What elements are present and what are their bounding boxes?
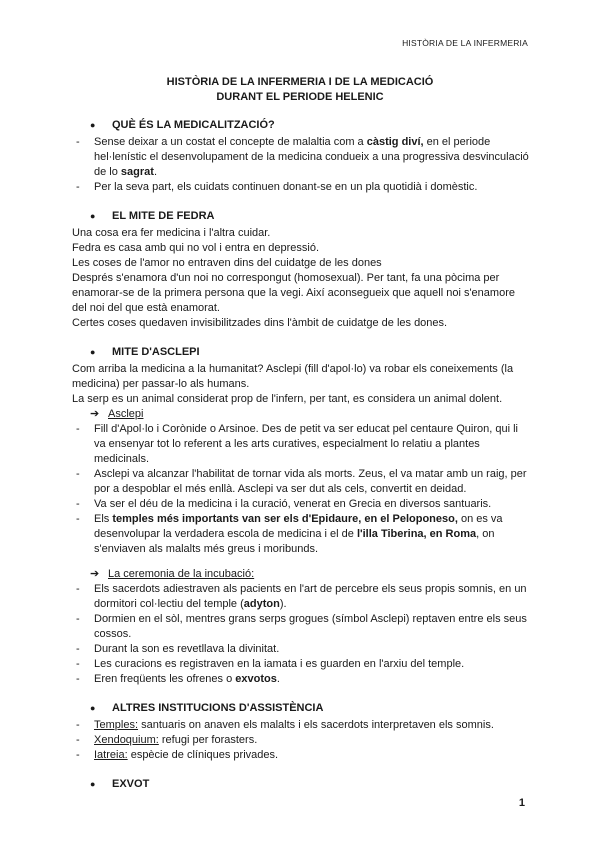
paragraph: La serp es un animal considerat prop de l'infern, per tant, es considera un animal dolent.: [72, 393, 503, 405]
list-item: - Dormien en el sòl, mentres grans serps grogues (símbol Asclepi) reptaven entre els seus cossos.: [72, 612, 532, 642]
section-heading: ● QUÈ ÉS LA MEDICALITZACIÓ?: [72, 118, 532, 133]
section-heading: ● MITE D'ASCLEPI: [72, 345, 532, 360]
list-item: - Durant la son es revetllava la divinitat.: [72, 642, 532, 657]
list-item: - Fill d'Apol·lo i Corònide o Arsinoe. Des de petit va ser educat pel centaure Quiron, qui li va ensenyar tot lo referent a les arts curatives, especialment lo relatiu a plantes medicinals.: [72, 422, 532, 467]
document-title: [0, 75, 600, 105]
section-heading: ● ALTRES INSTITUCIONS D'ASSISTÈNCIA: [72, 701, 532, 716]
dash-icon: -: [76, 468, 80, 480]
list-item: - Iatreia: espècie de clíniques privades.: [72, 748, 532, 763]
dash-icon: -: [76, 513, 80, 525]
list-item: - Els sacerdots adiestraven als pacients en l'art de percebre els seus propis somnis, en un dormitori col·lectiu del temple (adyton).: [72, 582, 532, 612]
bullet-icon: ●: [90, 211, 96, 221]
subheading: ➔ La ceremonia de la incubació:: [72, 567, 532, 582]
title-line-2: DURANT EL PERIODE HELENIC: [216, 91, 384, 103]
dash-icon: -: [76, 643, 80, 655]
list-item: - Va ser el déu de la medicina i la curació, venerat en Grecia en diversos santuaris.: [72, 497, 532, 512]
paragraph: Una cosa era fer medicina i l'altra cuidar.: [72, 227, 271, 239]
dash-icon: -: [76, 498, 80, 510]
paragraph: Certes coses quedaven invisibilitzades dins l'àmbit de cuidatge de les dones.: [72, 317, 448, 329]
dash-icon: -: [76, 181, 80, 193]
running-header: HISTÒRIA DE LA INFERMERIA: [402, 38, 528, 48]
paragraph: Fedra es casa amb qui no vol i entra en depressió.: [72, 242, 320, 254]
list-item: - Sense deixar a un costat el concepte de malaltia com a càstig diví, en el periode hel·lenístic el desenvolupament de la medicina condueix a una progressiva desvinculació de lo sagrat.: [72, 135, 532, 180]
document-body: [72, 118, 532, 794]
section-heading: ● EXVOT: [72, 777, 532, 792]
section-heading: ● EL MITE DE FEDRA: [72, 209, 532, 224]
list-item: - Els temples més importants van ser els d'Epidaure, en el Peloponeso, on es va desenvolupar la verdadera escola de medicina i el de l'illa Tiberina, en Roma, on s'enviaven als malalts més greus i moribunds.: [72, 512, 532, 557]
page-number: 1: [518, 797, 525, 809]
bullet-icon: ●: [90, 779, 96, 789]
dash-icon: -: [76, 423, 80, 435]
subheading: ➔ Asclepi: [72, 407, 532, 422]
dash-icon: -: [76, 613, 80, 625]
arrow-right-icon: ➔: [90, 408, 100, 420]
list-item: - Xendoquium: refugi per forasters.: [72, 733, 532, 748]
bullet-icon: ●: [90, 347, 96, 357]
bullet-icon: ●: [90, 703, 96, 713]
paragraph: Com arriba la medicina a la humanitat? Asclepi (fill d'apol·lo) va robar els coneixements (la medicina) per passar-lo als humans.: [72, 363, 514, 390]
dash-icon: -: [76, 749, 80, 761]
list-item: - Asclepi va alcanzar l'habilitat de tornar vida als morts. Zeus, el va matar amb un raig, per por a despoblar el més enllà. Asclepi va ser dut als cels, convertit en deidad.: [72, 467, 532, 497]
dash-icon: -: [76, 673, 80, 685]
paragraph: Les coses de l'amor no entraven dins del cuidatge de les dones: [72, 257, 382, 269]
list-item: - Per la seva part, els cuidats continuen donant-se en un pla quotidià i domèstic.: [72, 180, 532, 195]
bullet-icon: ●: [90, 120, 96, 130]
title-line-1: HISTÒRIA DE LA INFERMERIA I DE LA MEDICACIÓ: [166, 76, 434, 88]
dash-icon: -: [76, 583, 80, 595]
paragraph: Després s'enamora d'un noi no correspongut (homosexual). Per tant, fa una pòcima per enamorar-se de la primera persona que la vegi. Així aconsegueix que aquell noi s'enamore del noi del que està enamorat.: [72, 272, 515, 314]
dash-icon: -: [76, 136, 80, 148]
list-item: - Eren freqüents les ofrenes o exvotos.: [72, 672, 532, 687]
arrow-right-icon: ➔: [90, 568, 100, 580]
list-item: - Temples: santuaris on anaven els malalts i els sacerdots interpretaven els somnis.: [72, 718, 532, 733]
dash-icon: -: [76, 734, 80, 746]
dash-icon: -: [76, 719, 80, 731]
dash-icon: -: [76, 658, 80, 670]
list-item: - Les curacions es registraven en la iamata i es guarden en l'arxiu del temple.: [72, 657, 532, 672]
